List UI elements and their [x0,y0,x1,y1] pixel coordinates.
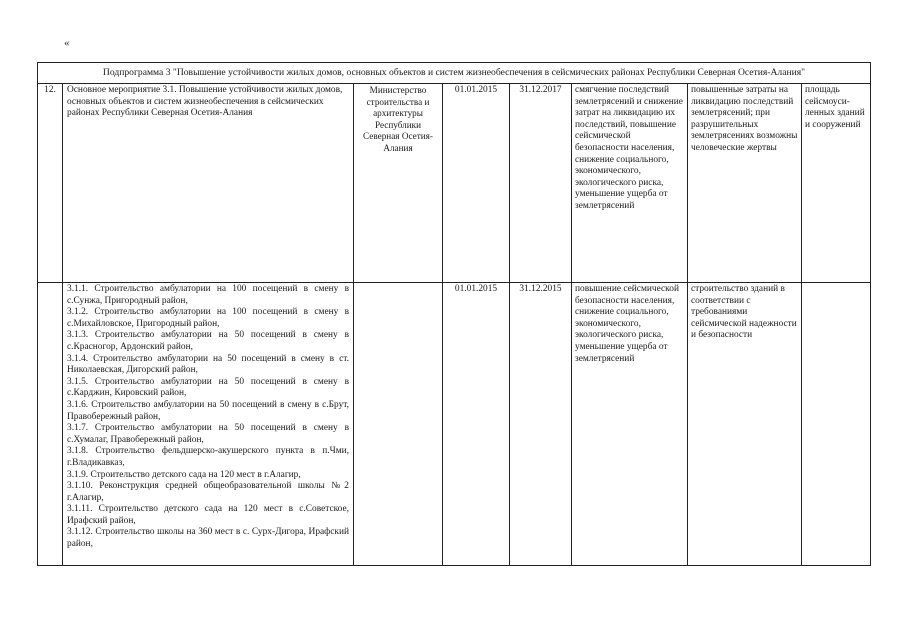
end-date: 31.12.2015 [510,283,572,566]
task-item: 3.1.11. Строительство детского сада на 120 мест в с.Советское, Ирафский район, [67,504,349,526]
task-item: 3.1.12. Строительство школы на 360 мест в с. Сурх-Дигора, Ирафский район, [67,527,349,550]
task-item: 3.1.2. Строительство амбулатории на 100 посещений в смену в с.Михайловское, Пригородный район, [67,307,349,329]
task-item: 3.1.3. Строительство амбулатории на 50 посещений в смену в с.Красногор, Ардонский район, [67,330,349,352]
target-indicator [802,283,871,566]
subprogram-title: Подпрограмма 3 "Повышение устойчивости жилых домов, основных объектов и систем жизнеобеспечения в сейсмических районах Республики Северная Осетия-Алания" [38,63,871,84]
responsible-executor [354,283,443,566]
program-activities-table [37,62,871,566]
activity-name: Основное мероприятие 3.1. Повышение устойчивости жилых домов, основных объектов и систем жизнеобеспечения в сейсмических районах Республики Северная Осетия-Алания [63,84,354,283]
target-indicator: площадь сейсмоуси-ленных зданий и сооружений [802,84,871,283]
activity-task-list [63,283,354,566]
task-item: 3.1.10. Реконструкция средней общеобразовательной школы №2 г.Алагир, [67,481,349,503]
end-date: 31.12.2017 [510,84,572,283]
task-item: 3.1.7. Строительство амбулатории на 50 посещений в смену в с.Хумалаг, Правобережный район, [67,423,349,445]
responsible-executor: Министерство строительства и архитектуры Республики Северная Осетия-Алания [354,84,443,283]
start-date: 01.01.2015 [443,283,510,566]
subprogram-header-row [38,63,871,84]
task-item: 3.1.9. Строительство детского сада на 120 мест в г.Алагир, [67,469,301,480]
non-implementation-consequences: строительство зданий в соответствии с требованиями сейсмической надежности и безопасности [688,283,802,566]
expected-result: повышение сейсмической безопасности населения, снижение социального, экономического, экологического риска, уменьшение ущерба от землетрясений [572,283,688,566]
task-item: 3.1.1. Строительство амбулатории на 100 посещений в смену в с.Сунжа, Пригородный район, [67,284,349,306]
task-item: 3.1.5. Строительство амбулатории на 50 посещений в смену в с.Карджин, Кировский район, [67,376,349,399]
opening-quote-mark: « [64,37,70,49]
table-row [38,283,871,566]
row-number: 12. [38,84,63,283]
row-number [38,283,63,566]
non-implementation-consequences: повышенные затраты на ликвидацию последствий землетрясений; при разрушительных землетрясениях возможны человеческие жертвы [688,84,802,283]
task-item: 3.1.8. Строительство фельдшерско-акушерского пункта в п.Чми, г.Владикавказ, [67,446,349,468]
expected-result: смягчение последствий землетрясений и снижение затрат на ликвидацию их последствий, повышение сейсмической безопасности населения, снижение социального, экономического, экологического риска, уменьшение ущерба от землетрясений [572,84,688,283]
start-date: 01.01.2015 [443,84,510,283]
task-item: 3.1.6. Строительство амбулатории на 50 посещений в смену в с.Брут, Правобережный район, [67,399,349,422]
table-row [38,84,871,283]
task-item: 3.1.4. Строительство амбулатории на 50 посещений в смену в ст. Николаевская, Дигорский район, [67,353,349,376]
